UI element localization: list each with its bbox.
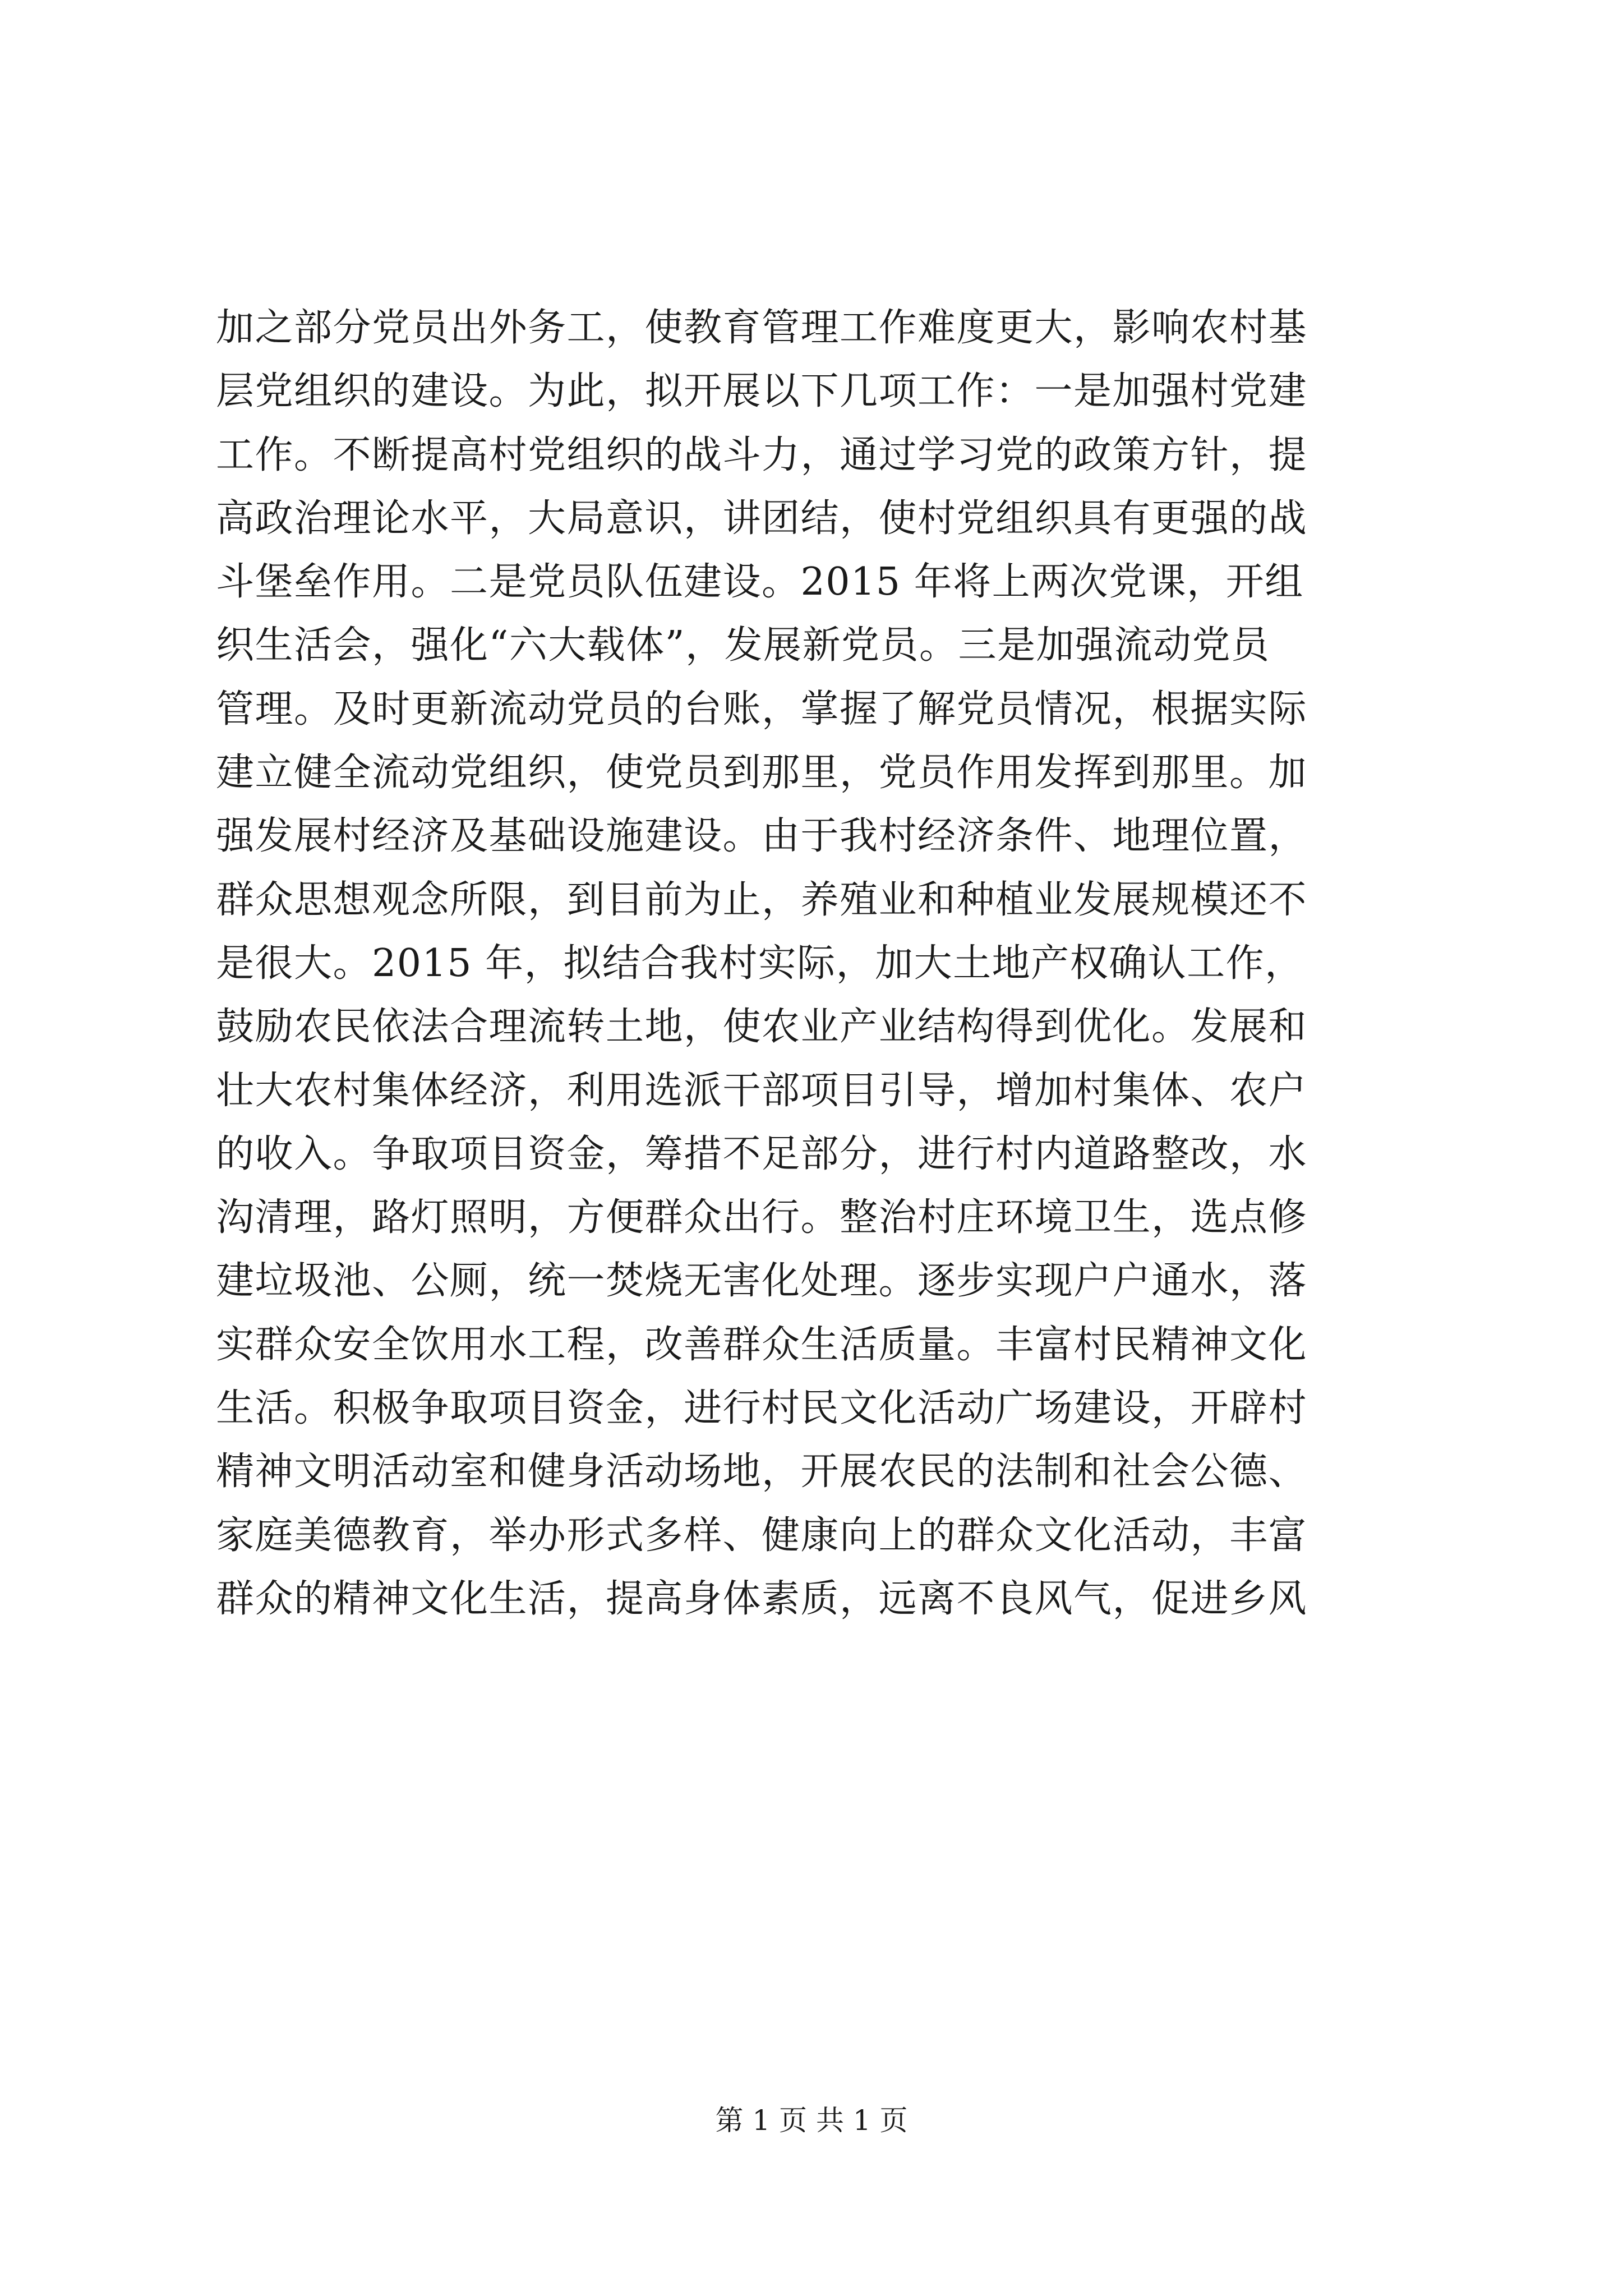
text-line: 家庭美德教育，举办形式多样、健康向上的群众文化活动，丰富 bbox=[216, 1513, 1308, 1558]
text-line: 织生活会，强化“六大载体”，发展新党员。三是加强流动党员 bbox=[216, 623, 1270, 668]
text-line: 加之部分党员出外务工，使教育管理工作难度更大，影响农村基 bbox=[216, 306, 1308, 350]
text-line: 层党组织的建设。为此，拟开展以下几项工作：一是加强村党建 bbox=[216, 369, 1308, 414]
page-number-footer: 第 1 页 共 1 页 bbox=[715, 2104, 908, 2137]
text-line: 强发展村经济及基础设施建设。由于我村经济条件、地理位置， bbox=[216, 814, 1308, 859]
text-line: 高政治理论水平，大局意识，讲团结，使村党组织具有更强的战 bbox=[216, 496, 1308, 541]
text-line: 实群众安全饮用水工程，改善群众生活质量。丰富村民精神文化 bbox=[216, 1322, 1308, 1367]
text-line: 群众的精神文化生活，提高身体素质，远离不良风气，促进乡风 bbox=[216, 1576, 1308, 1621]
text-line: 精神文明活动室和健身活动场地，开展农民的法制和社会公德、 bbox=[216, 1450, 1308, 1494]
text-line: 群众思想观念所限，到目前为止，养殖业和种植业发展规模还不 bbox=[216, 877, 1308, 922]
body-text bbox=[216, 296, 1416, 1631]
text-line: 建垃圾池、公厕，统一焚烧无害化处理。逐步实现户户通水，落 bbox=[216, 1259, 1308, 1304]
text-line: 生活。积极争取项目资金，进行村民文化活动广场建设，开辟村 bbox=[216, 1386, 1308, 1431]
text-line: 管理。及时更新流动党员的台账，掌握了解党员情况，根据实际 bbox=[216, 687, 1308, 731]
text-line: 斗堡垒作用。二是党员队伍建设。2015 年将上两次党课，开组 bbox=[216, 560, 1304, 605]
text-line: 的收入。争取项目资金，筹措不足部分，进行村内道路整改，水 bbox=[216, 1131, 1308, 1176]
text-line: 鼓励农民依法合理流转土地，使农业产业结构得到优化。发展和 bbox=[216, 1005, 1308, 1050]
text-line: 建立健全流动党组织，使党员到那里，党员作用发挥到那里。加 bbox=[216, 751, 1308, 795]
text-line: 是很大。2015 年，拟结合我村实际，加大土地产权确认工作， bbox=[216, 941, 1304, 986]
text-line: 沟清理，路灯照明，方便群众出行。整治村庄环境卫生，选点修 bbox=[216, 1195, 1308, 1240]
text-line: 壮大农村集体经济，利用选派干部项目引导，增加村集体、农户 bbox=[216, 1068, 1308, 1113]
text-line: 工作。不断提高村党组织的战斗力，通过学习党的政策方针，提 bbox=[216, 432, 1308, 477]
